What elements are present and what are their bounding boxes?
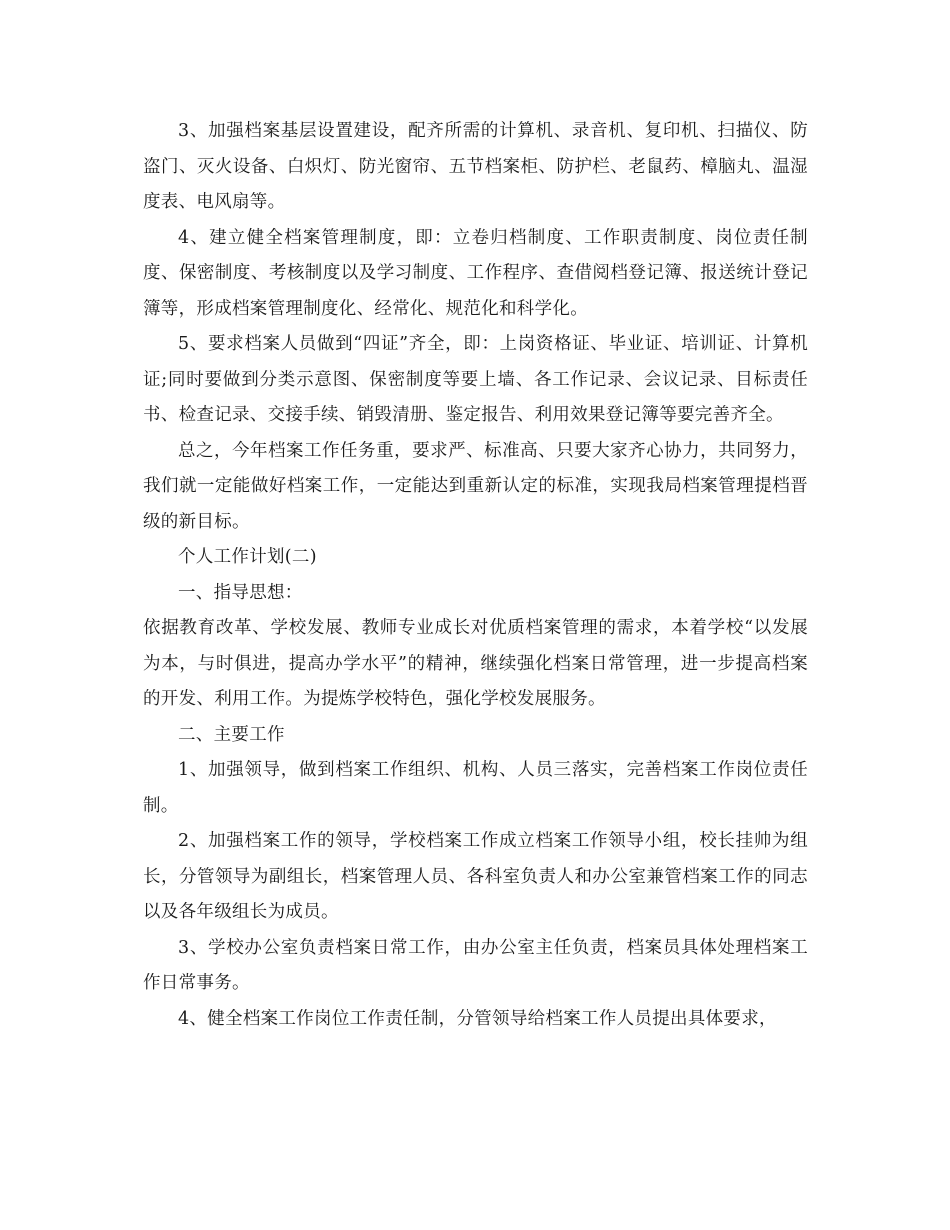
section-title-plan-two: 个人工作计划(二): [178, 547, 317, 567]
paragraph-item-3-equipment: 3、加强档案基层设置建设，配齐所需的计算机、录音机、复印机、扫描仪、防盗门、灭火设备、白炽灯、防光窗帘、五节档案柜、防护栏、老鼠药、樟脑丸、温湿度表、电风扇等。: [143, 121, 808, 212]
paragraph-summary: 总之，今年档案工作任务重，要求严、标准高、只要大家齐心协力，共同努力，我们就一定能做好档案工作，一定能达到重新认定的标准，实现我局档案管理提档晋级的新目标。: [143, 440, 808, 532]
paragraph-guiding-thought: 依据教育改革、学校发展、教师专业成长对优质档案管理的需求，本着学校“以发展为本，与时俱进，提高办学水平”的精神，继续强化档案日常管理，进一步提高档案的开发、利用工作。为提炼学校特色，强化学校发展服务。: [143, 618, 808, 709]
paragraph-item-5-certificates: 5、要求档案人员做到“四证”齐全，即：上岗资格证、毕业证、培训证、计算机证;同时要做到分类示意图、保密制度等要上墙、各工作记录、会议记录、目标责任书、检查记录、交接手续、销毁清册、鉴定报告、利用效果登记簿等要完善齐全。: [143, 334, 808, 425]
paragraph-item-4-rules: 4、建立健全档案管理制度，即：立卷归档制度、工作职责制度、岗位责任制度、保密制度、考核制度以及学习制度、工作程序、查借阅档登记簿、报送统计登记簿等，形成档案管理制度化、经常化、规范化和科学化。: [143, 227, 808, 319]
heading-guiding-thought: 一、指导思想：: [178, 582, 303, 603]
paragraph-work-4: 4、健全档案工作岗位工作责任制，分管领导给档案工作人员提出具体要求，: [178, 1008, 777, 1029]
document-body: [143, 114, 808, 1037]
paragraph-work-3: 3、学校办公室负责档案日常工作，由办公室主任负责，档案员具体处理档案工作日常事务。: [143, 937, 808, 993]
paragraph-work-1: 1、加强领导，做到档案工作组织、机构、人员三落实，完善档案工作岗位责任制。: [143, 760, 808, 816]
paragraph-work-2: 2、加强档案工作的领导，学校档案工作成立档案工作领导小组，校长挂帅为组长，分管领导为副组长，档案管理人员、各科室负责人和办公室兼管档案工作的同志以及各年级组长为成员。: [143, 831, 808, 922]
heading-main-work: 二、主要工作: [178, 724, 285, 745]
